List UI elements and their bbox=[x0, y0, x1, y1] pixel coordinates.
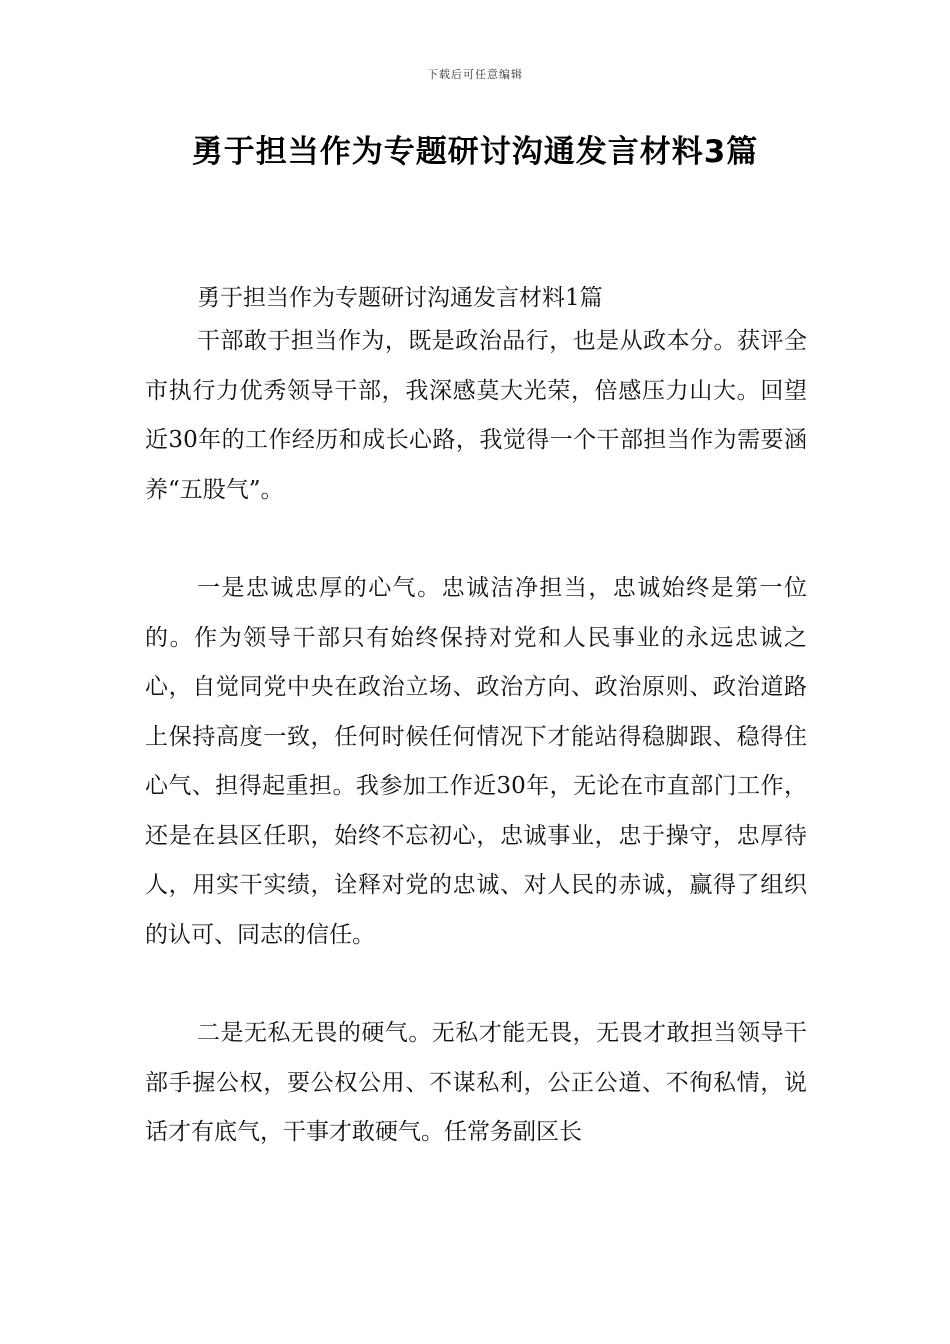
paragraph-selfless: 二是无私无畏的硬气。无私才能无畏，无畏才敢担当领导干部手握公权，要公权公用、不谋私利，公正公道、不徇私情，说话才有底气，干事才敢硬气。任常务副区长 bbox=[145, 1020, 807, 1145]
paragraph-intro: 干部敢于担当作为，既是政治品行，也是从政本分。获评全市执行力优秀领导干部，我深感莫大光荣，倍感压力山大。回望近30年的工作经历和成长心路，我觉得一个干部担当作为需要涵养“五股气”。 bbox=[145, 328, 807, 503]
paragraph-gap bbox=[145, 515, 807, 564]
section-subtitle: 勇于担当作为专题研讨沟通发言材料1篇 bbox=[197, 285, 603, 311]
document-title: 勇于担当作为专题研讨沟通发言材料3篇 bbox=[191, 134, 759, 170]
paragraph-gap bbox=[145, 960, 807, 1009]
paragraph-loyalty: 一是忠诚忠厚的心气。忠诚洁净担当，忠诚始终是第一位的。作为领导干部只有始终保持对党和人民事业的永远忠诚之心，自觉同党中央在政治立场、政治方向、政治原则、政治道路上保持高度一致，任何时候任何情况下才能站得稳脚跟、稳得住心气、担得起重担。我参加工作近30年，无论在市直部门工作，还是在县区任职，始终不忘初心，忠诚事业，忠于操守，忠厚待人，用实干实绩，诠释对党的忠诚、对人民的赤诚，赢得了组织的认可、同志的信任。 bbox=[145, 575, 807, 948]
document-body bbox=[145, 280, 807, 1158]
header-note: 下载后可任意编辑 bbox=[427, 68, 523, 81]
